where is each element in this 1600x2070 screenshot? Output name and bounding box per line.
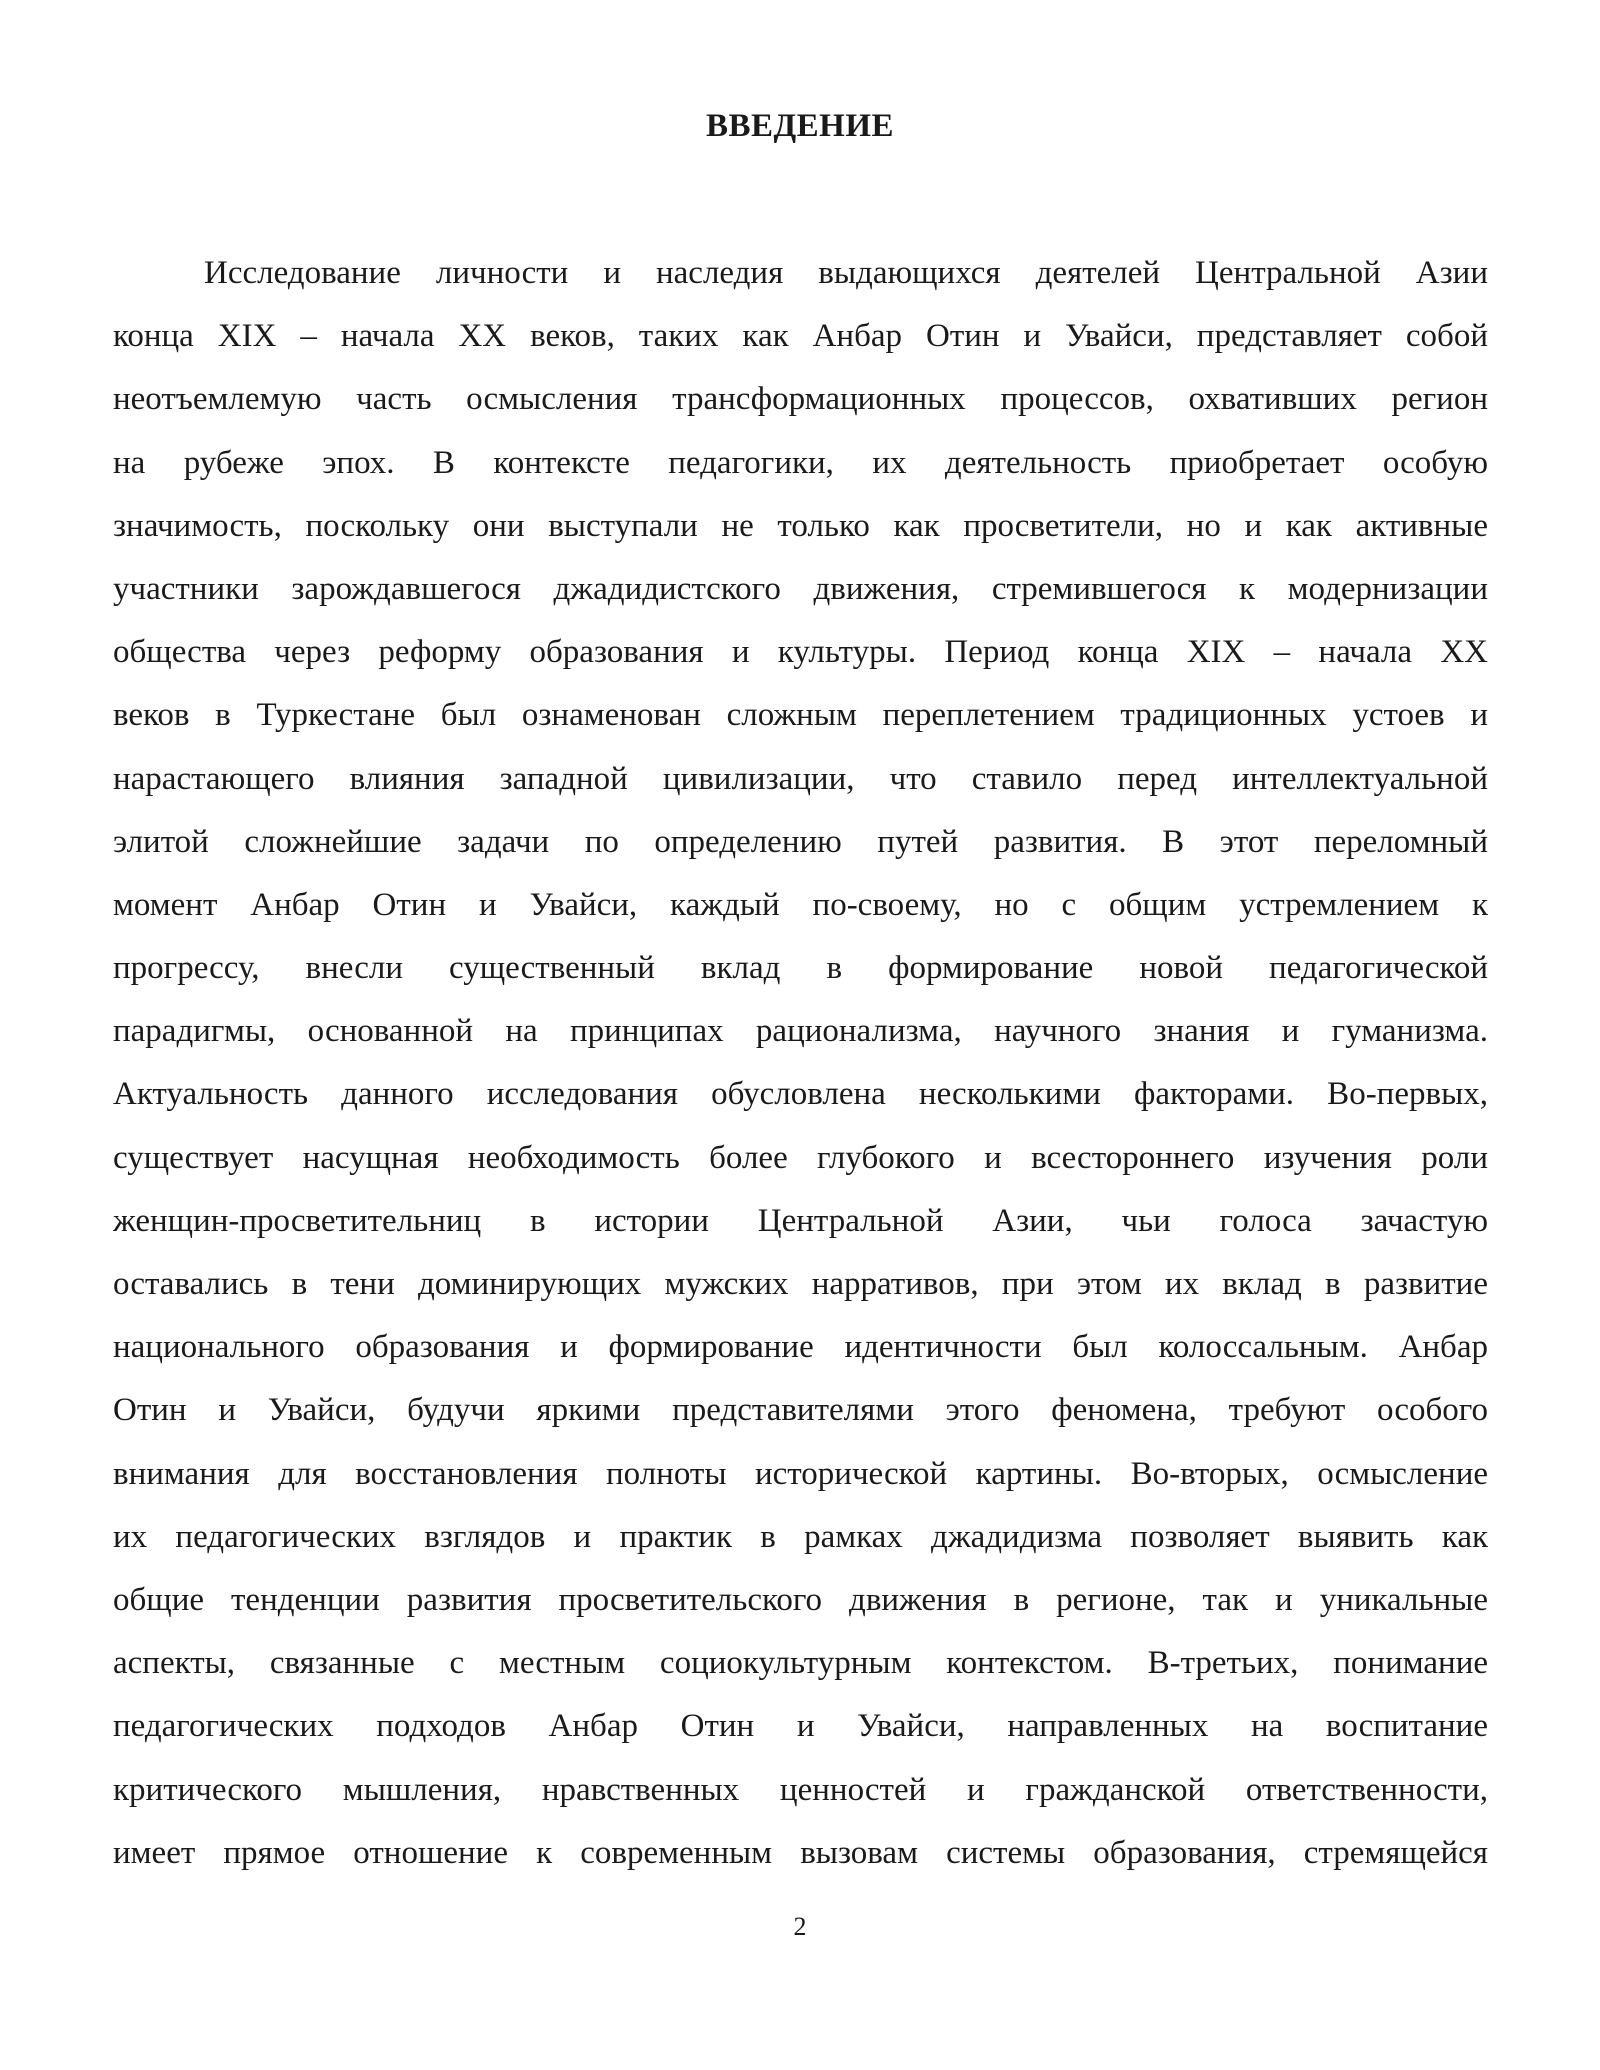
- text-line: их педагогических взглядов и практик в рамках джадидизма позволяет выявить как: [113, 1518, 1488, 1555]
- text-line: женщин-просветительниц в истории Центральной Азии, чьи голоса зачастую: [113, 1202, 1488, 1239]
- text-line: на рубеже эпох. В контексте педагогики, их деятельность приобретает особую: [113, 444, 1488, 481]
- text-line: общества через реформу образования и культуры. Период конца XIX – начала XX: [113, 634, 1488, 671]
- text-line: прогрессу, внесли существенный вклад в формирование новой педагогической: [113, 950, 1488, 987]
- text-line: веков в Туркестане был ознаменован сложным переплетением традиционных устоев и: [113, 697, 1488, 734]
- text-line: общие тенденции развития просветительского движения в регионе, так и уникальные: [113, 1581, 1488, 1618]
- page-number: 2: [793, 1912, 807, 1941]
- text-line: неотъемлемую часть осмысления трансформационных процессов, охвативших регион: [113, 381, 1488, 418]
- text-line: критического мышления, нравственных ценностей и гражданской ответственности,: [113, 1771, 1488, 1808]
- text-line: момент Анбар Отин и Увайси, каждый по-своему, но с общим устремлением к: [113, 886, 1488, 923]
- text-line: парадигмы, основанной на принципах рационализма, научного знания и гуманизма.: [113, 1013, 1488, 1050]
- text-line: участники зарождавшегося джадидистского движения, стремившегося к модернизации: [113, 570, 1488, 607]
- text-line: оставались в тени доминирующих мужских нарративов, при этом их вклад в развитие: [113, 1266, 1488, 1302]
- text-line: элитой сложнейшие задачи по определению путей развития. В этот переломный: [113, 823, 1488, 860]
- text-line: аспекты, связанные с местным социокультурным контекстом. В-третьих, понимание: [113, 1645, 1488, 1682]
- text-line: конца XIX – начала XX веков, таких как Анбар Отин и Увайси, представляет собой: [113, 318, 1488, 355]
- text-line: педагогических подходов Анбар Отин и Увайси, направленных на воспитание: [113, 1708, 1488, 1745]
- text-line: Отин и Увайси, будучи яркими представителями этого феномена, требуют особого: [113, 1392, 1488, 1429]
- text-line: нарастающего влияния западной цивилизации, что ставило перед интеллектуальной: [113, 760, 1488, 797]
- text-line: национального образования и формирование идентичности был колоссальным. Анбар: [113, 1329, 1488, 1366]
- body-paragraph: [113, 242, 1488, 1885]
- text-line: Исследование личности и наследия выдающихся деятелей Центральной Азии: [204, 255, 1488, 291]
- text-line: существует насущная необходимость более глубокого и всестороннего изучения роли: [113, 1139, 1488, 1176]
- text-line: имеет прямое отношение к современным вызовам системы образования, стремящейся: [113, 1834, 1488, 1871]
- text-line: значимость, поскольку они выступали не только как просветители, но и как активные: [113, 507, 1488, 544]
- text-line: внимания для восстановления полноты исторической картины. Во-вторых, осмысление: [113, 1455, 1488, 1492]
- text-line: Актуальность данного исследования обусловлена несколькими факторами. Во-первых,: [113, 1076, 1488, 1113]
- page-heading: ВВЕДЕНИЕ: [705, 108, 895, 144]
